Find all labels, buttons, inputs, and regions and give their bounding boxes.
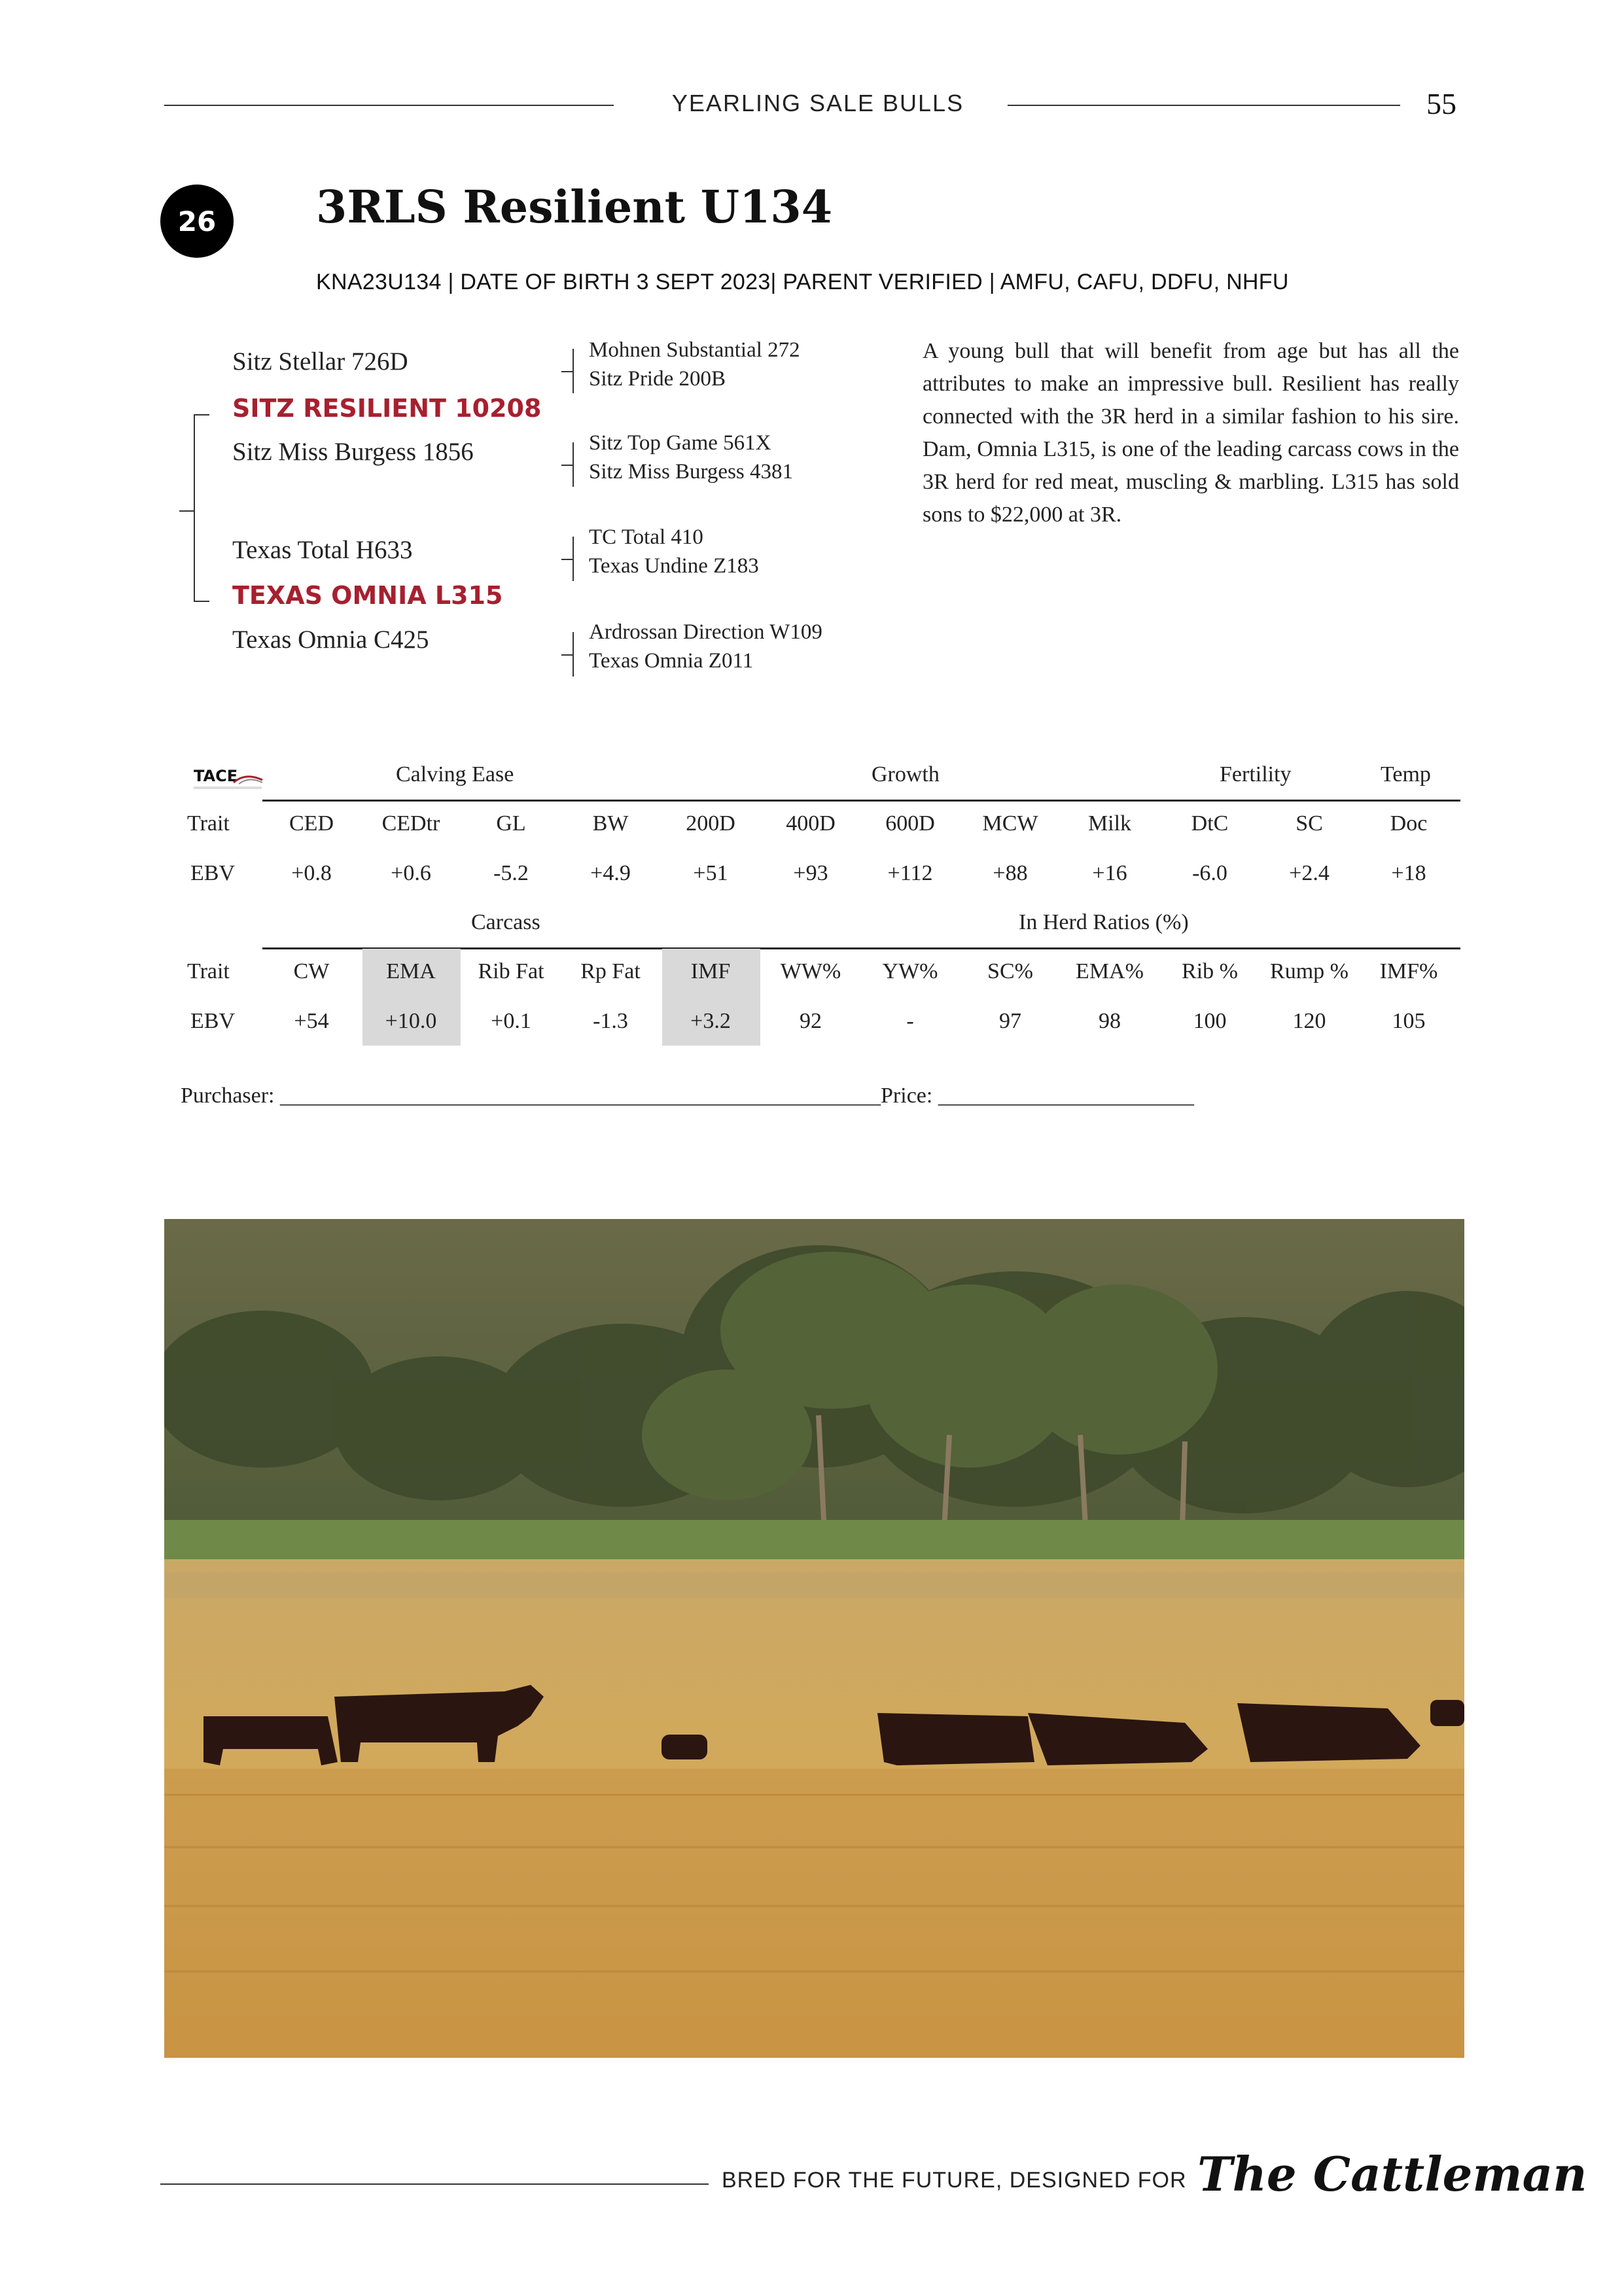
row-label-ebv-2: EBV [190, 1009, 235, 1033]
trait-header-9: DtC [1191, 811, 1229, 836]
ebv-value-8: +16 [1092, 861, 1127, 885]
ebv-value-6: +112 [887, 861, 933, 885]
trait-header-2-2: Rib Fat [478, 959, 544, 983]
cattle-photo [164, 1219, 1464, 2058]
pedigree-bracket-3 [573, 537, 574, 581]
pedigree-root-stub [179, 510, 194, 512]
trait-header-2-11: IMF% [1379, 959, 1438, 983]
ped-g2b: Sitz Miss Burgess 4381 [589, 460, 794, 484]
ebv-value-2-0: +54 [294, 1009, 329, 1033]
trait-header-2-8: EMA% [1076, 959, 1144, 983]
trait-header-7: MCW [982, 811, 1038, 836]
trait-header-5: 400D [786, 811, 836, 836]
ped-g4b: Texas Omnia Z011 [589, 649, 754, 673]
pedigree-bracket-1-tick [561, 371, 573, 372]
ebv-value-7: +88 [993, 861, 1028, 885]
ebv-value-3: +4.9 [590, 861, 631, 885]
ebv-value-2-8: 98 [1099, 1009, 1121, 1033]
table-rule-1 [262, 800, 1460, 802]
group-carcass: Carcass [471, 910, 540, 934]
header-rule-left [164, 105, 614, 106]
trait-header-2: GL [496, 811, 526, 836]
ebv-value-11: +18 [1391, 861, 1426, 885]
ebv-value-5: +93 [793, 861, 828, 885]
ped-g2a: Sitz Top Game 561X [589, 431, 771, 455]
trait-header-2-10: Rump % [1270, 959, 1349, 983]
dam-sire: Texas Total H633 [232, 536, 413, 564]
ped-g3b: Texas Undine Z183 [589, 554, 759, 578]
sire: SITZ RESILIENT 10208 [232, 394, 542, 423]
pedigree-bracket-2-tick [561, 465, 573, 466]
trait-header-3: BW [592, 811, 629, 836]
lot-number-badge [160, 185, 234, 258]
trait-header-1: CEDtr [381, 811, 440, 836]
footer-script-logo: The Cattleman [1197, 2146, 1587, 2202]
ebv-value-0: +0.8 [291, 861, 332, 885]
cattle-photo-illustration [164, 1219, 1464, 2058]
page-number: 55 [1426, 87, 1456, 120]
ped-g1b: Sitz Pride 200B [589, 367, 726, 391]
ebv-value-2: -5.2 [493, 861, 529, 885]
pedigree-bracket-2 [573, 442, 574, 487]
lot-number: 26 [177, 205, 217, 238]
tace-swoosh-icon [232, 771, 265, 786]
ped-g1a: Mohnen Substantial 272 [589, 338, 800, 362]
ebv-value-2-7: 97 [999, 1009, 1021, 1033]
ebv-value-4: +51 [693, 861, 728, 885]
trait-header-6: 600D [885, 811, 935, 836]
group-in-herd-ratios: In Herd Ratios (%) [1019, 910, 1189, 934]
bull-meta: KNA23U134 | DATE OF BIRTH 3 SEPT 2023| PARENT VERIFIED | AMFU, CAFU, DDFU, NHFU [316, 270, 1289, 294]
trait-header-10: SC [1296, 811, 1323, 836]
trait-header-2-6: YW% [882, 959, 938, 983]
footer-tagline: BRED FOR THE FUTURE, DESIGNED FOR [722, 2168, 1187, 2193]
trait-header-2-3: Rp Fat [580, 959, 641, 983]
trait-header-2-1: EMA [386, 959, 436, 983]
group-temp: Temp [1381, 762, 1431, 786]
purchaser-line[interactable] [181, 1084, 1194, 1108]
ebv-value-2-6: - [906, 1009, 914, 1033]
pedigree-bracket-4 [573, 632, 574, 677]
trait-header-8: Milk [1087, 811, 1132, 836]
tace-logo-underline [194, 786, 262, 789]
ebv-value-2-9: 100 [1193, 1009, 1227, 1033]
trait-header-2-9: Rib % [1182, 959, 1238, 983]
trait-header-2-7: SC% [987, 959, 1033, 983]
ebv-value-2-3: -1.3 [593, 1009, 628, 1033]
ebv-value-2-2: +0.1 [491, 1009, 531, 1033]
sire-dam: Sitz Miss Burgess 1856 [232, 438, 474, 466]
ped-g4a: Ardrossan Direction W109 [589, 620, 822, 644]
ped-g3a: TC Total 410 [589, 525, 703, 549]
ebv-value-2-5: 92 [800, 1009, 822, 1033]
ebv-value-10: +2.4 [1289, 861, 1330, 885]
trait-header-2-5: WW% [780, 959, 841, 983]
pedigree-bracket-1 [573, 349, 574, 393]
trait-header-11: Doc [1390, 811, 1428, 836]
bull-description: A young bull that will benefit from age but has all the attributes to make an impressive bull. Resilient has really connected with the 3R herd in a similar fashion to his sire. Dam, Omnia L315, is one of the leading carcass cows in the 3R herd for red meat, muscling & marbling. L315 has sold sons to $22,000 at 3R. [923, 339, 1459, 527]
ebv-value-2-4: +3.2 [690, 1009, 731, 1033]
ebv-value-2-10: 120 [1292, 1009, 1326, 1033]
header-rule-right [1008, 105, 1400, 106]
dam-dam: Texas Omnia C425 [232, 626, 429, 654]
row-label-ebv-1: EBV [190, 861, 235, 885]
ebv-value-1: +0.6 [391, 861, 431, 885]
ebv-value-2-11: 105 [1392, 1009, 1426, 1033]
purchaser-field[interactable]: Purchaser: ______________________________________________________ [181, 1084, 881, 1108]
row-label-trait-1: Trait [187, 811, 230, 836]
ebv-value-2-1: +10.0 [385, 1009, 437, 1033]
pedigree-main-bracket [194, 414, 209, 602]
group-growth: Growth [872, 762, 940, 786]
dam: TEXAS OMNIA L315 [232, 581, 503, 610]
sire-sire: Sitz Stellar 726D [232, 347, 408, 376]
trait-header-0: CED [289, 811, 334, 836]
row-label-trait-2: Trait [187, 959, 230, 983]
pedigree-bracket-4-tick [561, 654, 573, 656]
bull-name: 3RLS Resilient U134 [316, 181, 833, 234]
price-field[interactable]: Price: _______________________ [881, 1084, 1194, 1108]
group-fertility: Fertility [1220, 762, 1292, 786]
group-calving-ease: Calving Ease [396, 762, 514, 786]
trait-header-2-4: IMF [690, 959, 731, 983]
pedigree-bracket-3-tick [561, 559, 573, 560]
trait-header-2-0: CW [293, 959, 330, 983]
trait-header-4: 200D [686, 811, 735, 836]
footer-rule [160, 2183, 709, 2185]
section-title: YEARLING SALE BULLS [671, 90, 964, 116]
ebv-value-9: -6.0 [1192, 861, 1227, 885]
tace-logo: TACE [194, 767, 238, 785]
